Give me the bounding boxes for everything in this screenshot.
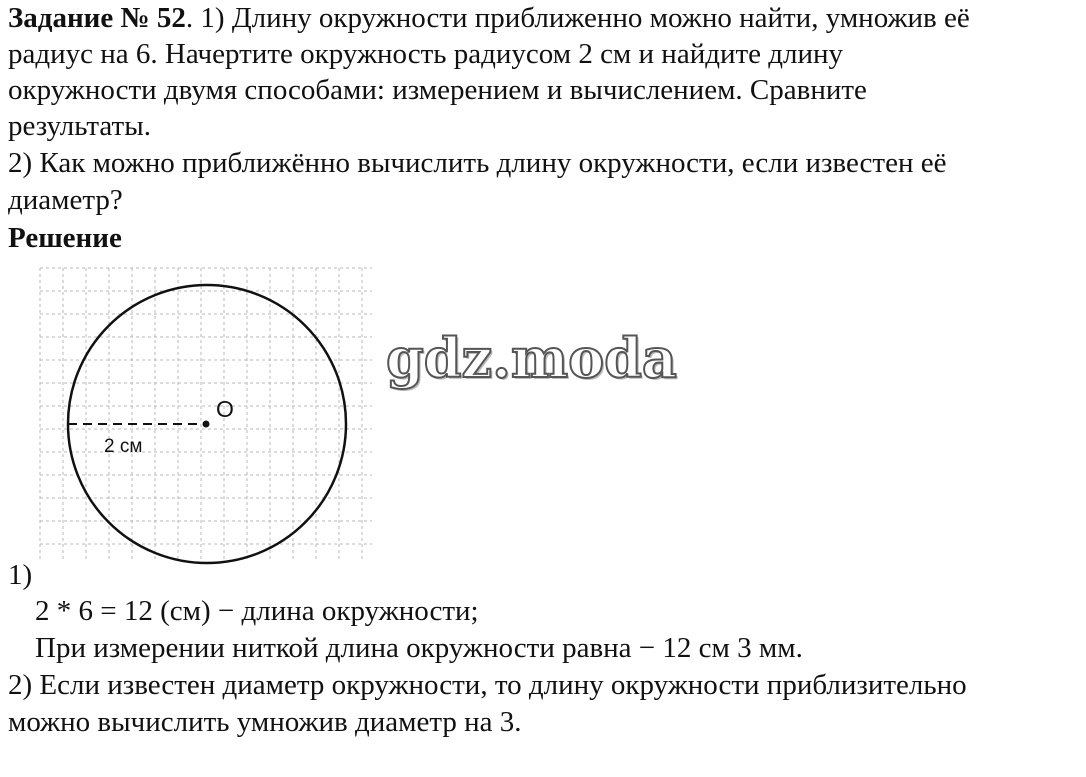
task-line-3: окружности двумя способами: измерением и вычислением. Сравните xyxy=(8,74,867,106)
radius-label: 2 см xyxy=(104,436,143,457)
part1-line-1: 2 * 6 = 12 (см) − длина окружности; xyxy=(35,595,479,627)
circle-figure xyxy=(0,258,400,573)
part1-line-2: При измерении ниткой длина окружности равна − 12 см 3 мм. xyxy=(35,632,803,664)
part2-line-2: можно вычислить умножив диаметр на 3. xyxy=(8,706,522,738)
task-line-6: диаметр? xyxy=(8,184,123,216)
task-text-1: . 1) Длину окружности приближенно можно найти, умножив её xyxy=(185,2,970,34)
task-line-4: результаты. xyxy=(8,110,151,142)
task-line-2: радиус на 6. Начертите окружность радиусом 2 см и найдите длину xyxy=(8,38,844,70)
solution-heading: Решение xyxy=(8,222,122,254)
task-number: Задание № 52 xyxy=(8,2,186,34)
center-point xyxy=(203,421,210,428)
part2-line-1: 2) Если известен диаметр окружности, то длину окружности приблизительно xyxy=(8,669,967,701)
watermark: gdz.moda xyxy=(386,326,677,390)
center-label: O xyxy=(216,396,234,422)
task-line-5: 2) Как можно приближённо вычислить длину окружности, если известен её xyxy=(8,147,947,179)
grid-paper xyxy=(40,268,372,560)
task-line-1 xyxy=(8,0,970,36)
part1-marker: 1) xyxy=(8,559,33,591)
